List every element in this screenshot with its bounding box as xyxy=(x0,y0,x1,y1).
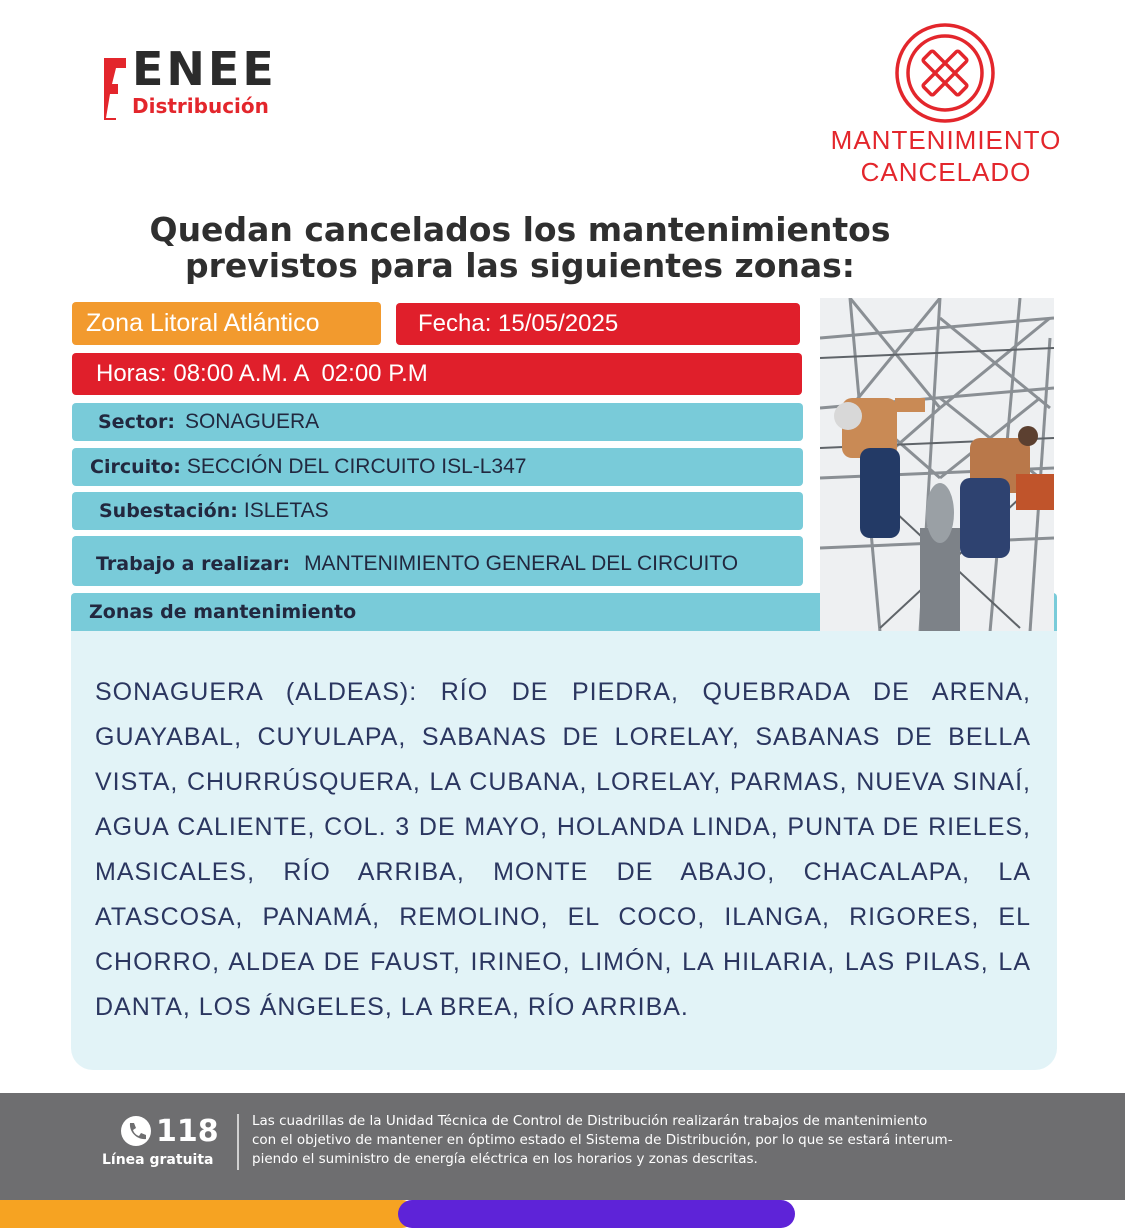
cancel-badge-line1: MANTENIMIENTO xyxy=(830,125,1062,155)
subestacion-label: Subestación: xyxy=(99,500,238,522)
sector-row xyxy=(72,403,803,441)
subestacion-row xyxy=(72,492,803,530)
zona-badge: Zona Litoral Atlántico xyxy=(72,302,381,345)
phone-label: Línea gratuita xyxy=(102,1152,214,1168)
logo-brand-name: ENEE xyxy=(132,42,277,96)
enee-logo xyxy=(104,42,324,124)
page-title xyxy=(80,212,960,284)
tower-workers-image xyxy=(820,298,1054,632)
phone-number: 118 xyxy=(156,1114,219,1149)
title-line2: previstos para las siguientes zonas: xyxy=(185,246,855,285)
cancel-badge-line2: CANCELADO xyxy=(860,157,1032,187)
title-line1: Quedan cancelados los mantenimientos xyxy=(149,210,891,249)
footer-orange-bar xyxy=(0,1200,416,1228)
footer-line2: con el objetivo de mantener en óptimo estado el Sistema de Distribución, por lo que se estará interum- xyxy=(252,1132,953,1148)
workers-photo xyxy=(820,298,1054,632)
footer-line3: piendo el suministro de energía eléctrica en los horarios y zonas descritas. xyxy=(252,1151,758,1167)
circuito-value: SECCIÓN DEL CIRCUITO ISL-L347 xyxy=(186,455,527,478)
trabajo-value: MANTENIMIENTO GENERAL DEL CIRCUITO xyxy=(304,552,739,575)
trabajo-row xyxy=(72,536,803,586)
circuito-label: Circuito: xyxy=(90,456,181,478)
horas-value: 08:00 A.M. A 02:00 P.M xyxy=(173,360,428,387)
horas-label: Horas: xyxy=(96,360,167,387)
phone-icon xyxy=(120,1115,152,1147)
sector-label: Sector: xyxy=(98,411,175,433)
enee-logo-mark-icon xyxy=(104,54,128,120)
circuito-row xyxy=(72,448,803,486)
footer-notice xyxy=(252,1112,1042,1169)
fecha-badge xyxy=(396,303,800,345)
subestacion-value: ISLETAS xyxy=(243,499,329,522)
cancel-x-icon xyxy=(894,22,996,124)
cancel-badge-text xyxy=(818,124,1074,188)
fecha-label: Fecha: xyxy=(418,310,492,337)
fecha-value: 15/05/2025 xyxy=(498,310,619,337)
zonas-list-text: SONAGUERA (ALDEAS): RÍO DE PIEDRA, QUEBRADA DE ARENA, GUAYABAL, CUYULAPA, SABANAS DE LORELAY, SABANAS DE BELLA VISTA, CHURRÚSQUERA, LA CUBANA, LORELAY, PARMAS, NUEVA SINAÍ, AGUA CALIENTE, COL. 3 DE MAYO, HOLANDA LINDA, PUNTA DE RIELES, MASICALES, RÍO ARRIBA, MONTE DE ABAJO, CHACALAPA, LA ATASCOSA, PANAMÁ, REMOLINO, EL COCO, ILANGA, RIGORES, EL CHORRO, ALDEA DE FAUST, IRINEO, LIMÓN, LA HILARIA, LAS PILAS, LA DANTA, LOS ÁNGELES, LA BREA, RÍO ARRIBA. xyxy=(95,678,1031,1021)
horas-badge xyxy=(72,353,802,395)
sector-value: SONAGUERA xyxy=(184,410,320,433)
zonas-header: Zonas de mantenimiento xyxy=(71,593,1057,631)
footer-purple-bar xyxy=(398,1200,795,1228)
footer-divider xyxy=(237,1114,239,1170)
logo-subtitle: Distribución xyxy=(132,94,269,118)
footer-line1: Las cuadrillas de la Unidad Técnica de Control de Distribución realizarán trabajos de mantenimiento xyxy=(252,1113,928,1129)
trabajo-label: Trabajo a realizar: xyxy=(96,553,291,575)
